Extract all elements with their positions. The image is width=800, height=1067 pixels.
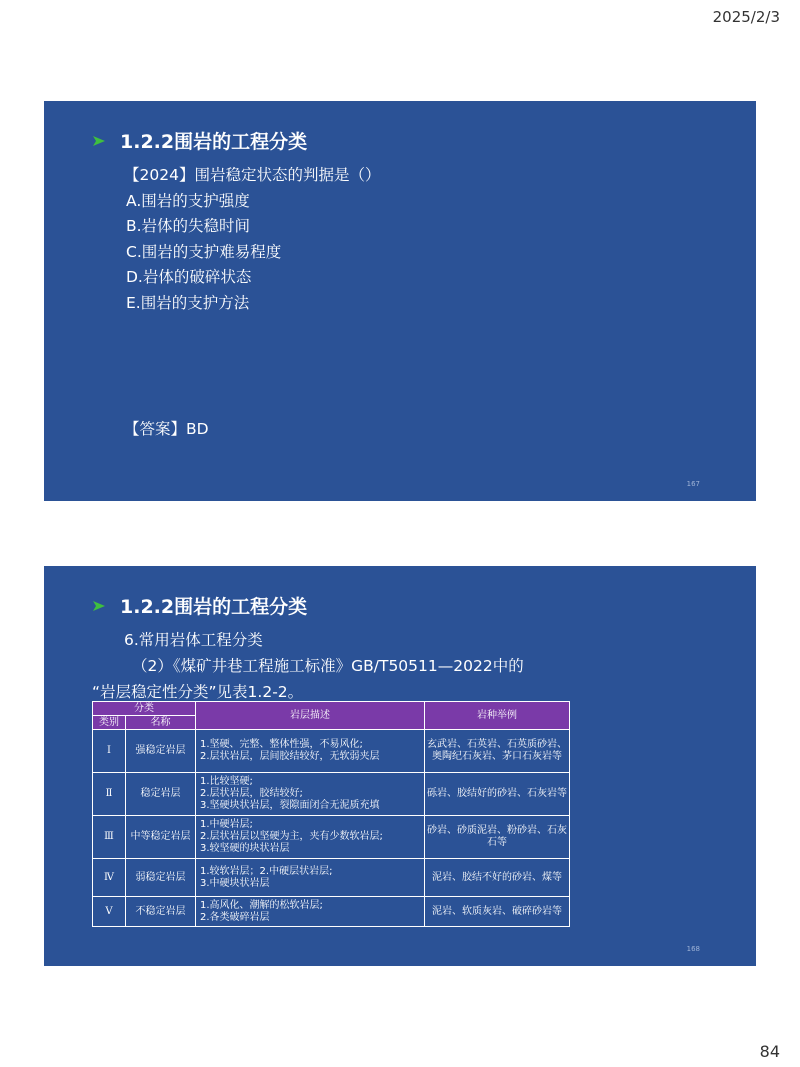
row-category: Ⅲ xyxy=(93,816,126,859)
row-name: 中等稳定岩层 xyxy=(126,816,196,859)
table-row xyxy=(93,897,570,927)
header-examples: 岩种举例 xyxy=(425,702,570,730)
arrow-bullet-icon xyxy=(92,599,106,613)
slide-167 xyxy=(44,101,756,501)
row-description xyxy=(196,773,425,816)
row-name: 不稳定岩层 xyxy=(126,897,196,927)
slide-number: 167 xyxy=(686,480,700,488)
row-category: Ⅳ xyxy=(93,859,126,897)
row-category: Ⅰ xyxy=(93,730,126,773)
question-text: 【2024】围岩稳定状态的判据是（） xyxy=(124,166,381,184)
desc-line: 1.中硬岩层; xyxy=(200,819,253,830)
row-description xyxy=(196,730,425,773)
section-heading: 6.常用岩体工程分类 xyxy=(124,631,263,649)
desc-line: 1.高风化、潮解的松软岩层; xyxy=(200,899,323,911)
slide-title-text: 1.2.2围岩的工程分类 xyxy=(120,131,308,153)
header-description: 岩层描述 xyxy=(196,702,425,730)
row-name: 弱稳定岩层 xyxy=(126,859,196,897)
option-b: B.岩体的失稳时间 xyxy=(126,217,251,235)
slide-number: 168 xyxy=(686,945,700,953)
slide-title-text: 1.2.2围岩的工程分类 xyxy=(120,596,308,618)
desc-line: 1.比较坚硬; xyxy=(200,776,253,787)
desc-line: 3.中硬块状岩层 xyxy=(200,877,270,889)
row-category: Ⅴ xyxy=(93,897,126,927)
desc-line: 2.层状岩层，胶结较好; xyxy=(200,788,303,799)
desc-line: 3.较坚硬的块状岩层 xyxy=(200,843,290,854)
option-e: E.围岩的支护方法 xyxy=(126,293,250,312)
row-category: Ⅱ xyxy=(93,773,126,816)
table-reference: “岩层稳定性分类”见表1.2-2。 xyxy=(92,683,304,701)
print-date: 2025/2/3 xyxy=(712,8,780,26)
row-examples: 砂岩、砂质泥岩、粉砂岩、石灰石等 xyxy=(425,816,570,859)
arrow-bullet-icon xyxy=(92,134,106,148)
row-name: 稳定岩层 xyxy=(126,773,196,816)
desc-line: 1.坚硬、完整、整体性强，不易风化; xyxy=(200,739,363,750)
row-name: 强稳定岩层 xyxy=(126,730,196,773)
desc-line: 1.较软岩层；2.中硬层状岩层; xyxy=(200,865,333,877)
header-classification: 分类 xyxy=(93,702,196,716)
option-c: C.围岩的支护难易程度 xyxy=(126,242,282,261)
standard-reference: （2）《煤矿井巷工程施工标准》GB/T50511—2022中的 xyxy=(132,657,524,675)
rock-stability-table xyxy=(92,701,570,927)
table-row xyxy=(93,730,570,773)
row-description xyxy=(196,897,425,927)
slide-title xyxy=(92,127,307,154)
page-number: 84 xyxy=(759,1042,780,1061)
row-description xyxy=(196,816,425,859)
row-examples: 泥岩、胶结不好的砂岩、煤等 xyxy=(425,859,570,897)
table-row xyxy=(93,816,570,859)
desc-line: 2.各类破碎岩层 xyxy=(200,911,270,923)
desc-line: 3.坚硬块状岩层，裂隙面闭合无泥质充填 xyxy=(200,800,380,811)
desc-line: 2.层状岩层以坚硬为主，夹有少数软岩层; xyxy=(200,831,383,842)
slide-title xyxy=(92,592,307,619)
header-name: 名称 xyxy=(126,716,196,730)
slide-168 xyxy=(44,566,756,966)
row-description xyxy=(196,859,425,897)
table-row xyxy=(93,859,570,897)
answer-text: 【答案】BD xyxy=(124,420,209,438)
row-examples: 砾岩、胶结好的砂岩、石灰岩等 xyxy=(425,773,570,816)
option-d: D.岩体的破碎状态 xyxy=(126,268,252,286)
desc-line: 2.层状岩层，层间胶结较好，无软弱夹层 xyxy=(200,751,380,762)
row-examples: 玄武岩、石英岩、石英质砂岩、奥陶纪石灰岩、茅口石灰岩等 xyxy=(425,730,570,773)
row-examples: 泥岩、软质灰岩、破碎砂岩等 xyxy=(425,897,570,927)
header-category: 类别 xyxy=(93,716,126,730)
table-row xyxy=(93,773,570,816)
question-block xyxy=(124,163,380,316)
option-a: A.围岩的支护强度 xyxy=(126,191,250,210)
